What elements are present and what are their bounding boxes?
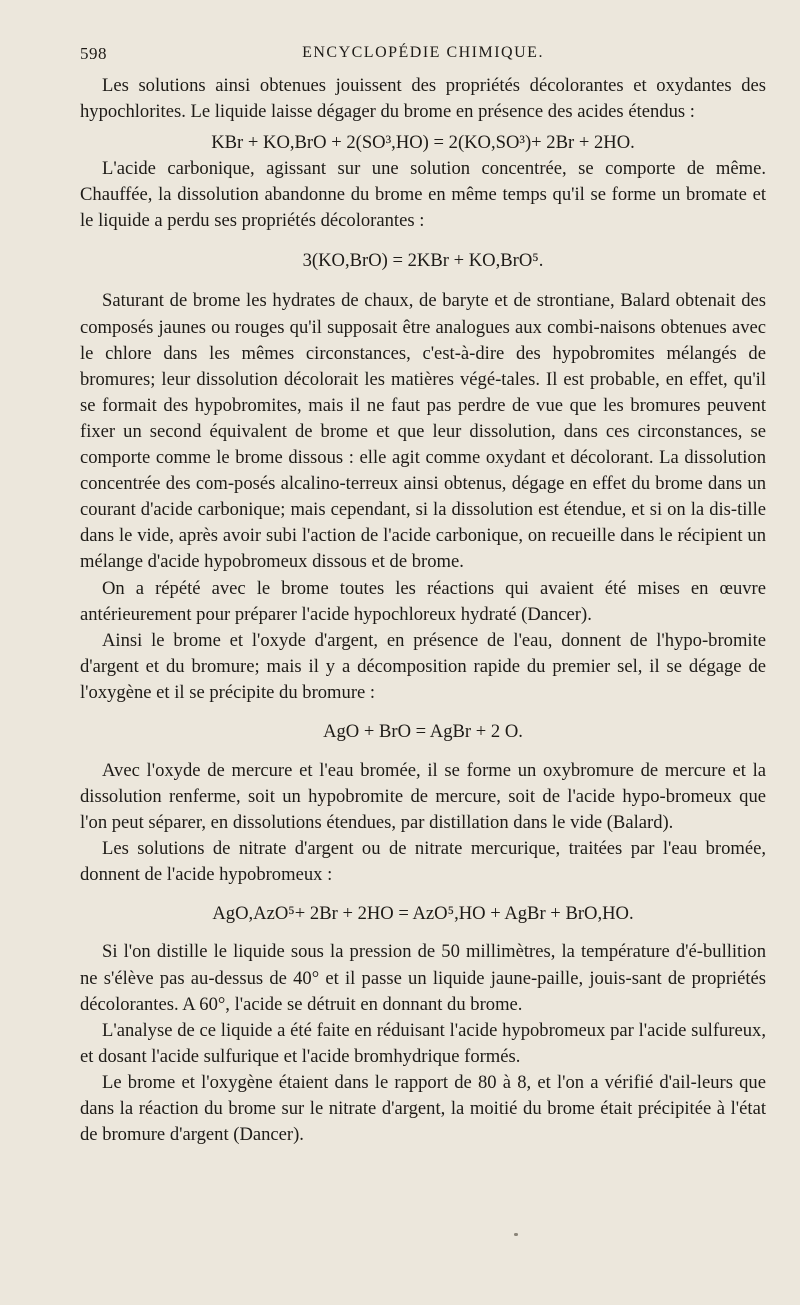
paragraph-silver-oxide: Ainsi le brome et l'oxyde d'argent, en présence de l'eau, donnent de l'hypo-bromite d'argent et du bromure; mais il y a décomposition rapide du premier sel, il se dégage de l'oxygène et il se précipite du bromure : <box>80 629 766 703</box>
running-title: ENCYCLOPÉDIE CHIMIQUE. <box>302 44 544 61</box>
page-header <box>80 44 766 68</box>
paragraph-repeated-reactions: On a répété avec le brome toutes les réactions qui avaient été mises en œuvre antérieurement pour préparer l'acide hypochloreux hydraté (Dancer). <box>80 577 766 625</box>
equation-silver-oxide: AgO + BrO = AgBr + 2 O. <box>323 720 523 742</box>
paragraph-balard-hydrates: Saturant de brome les hydrates de chaux, de baryte et de strontiane, Balard obtenait des composés jaunes ou rouges qu'il supposait être analogues aux combi-naisons obtenues avec le chlore dans les mêmes circonstances, c'est-à-dire des hypobromites mélangés de bromures; leur dissolution décolorait les matières végé-tales. Il est probable, en effet, qu'il se formait des hypobromites, mais il ne faut pas perdre de vue que les bromures peuvent fixer un second équivalent de brome et que leur dissolution, dans ces circonstances, se comporte comme le brome dissous : elle agit comme oxydant et décolorant. La dissolution concentrée des com-posés alcalino-terreux ainsi obtenus, dégage en effet du brome dans un courant d'acide carbonique; mais cependant, si la dissolution est étendue, et si on la dis-tille dans le vide, après avoir subi l'action de l'acide carbonique, on recueille dans le récipient un mélange d'acide hypobromeux dissous et de brome. <box>80 290 766 573</box>
page-number: 598 <box>80 44 107 63</box>
paragraph-analysis: L'analyse de ce liquide a été faite en réduisant l'acide hypobromeux par l'acide sulfureux, et dosant l'acide sulfurique et l'acide bromhydrique formés. <box>80 1019 766 1067</box>
page-body <box>80 73 766 1148</box>
paragraph-carbonic-acid: L'acide carbonique, agissant sur une solution concentrée, se comporte de même. Chauffée, la dissolution abandonne du brome en même temps qu'il se forme un bromate et le liquide a perdu ses propriétés décolorantes : <box>80 158 766 232</box>
paragraph-nitrate-solutions: Les solutions de nitrate d'argent ou de nitrate mercurique, traitées par l'eau bromée, donnent de l'acide hypobromeux : <box>80 838 766 886</box>
paragraph-hypochlorite-properties: Les solutions ainsi obtenues jouissent des propriétés décolorantes et oxydantes des hypochlorites. Le liquide laisse dégager du brome en présence des acides étendus : <box>80 75 766 123</box>
paragraph-ratio: Le brome et l'oxygène étaient dans le rapport de 80 à 8, et l'on a vérifié d'ail-leurs que dans la réaction du brome sur le nitrate d'argent, la moitié du brome était précipitée à l'état de bromure d'argent (Dancer). <box>80 1071 766 1146</box>
ink-speck <box>514 1233 518 1236</box>
equation-silver-nitrate: AgO,AzO⁵+ 2Br + 2HO = AzO⁵,HO + AgBr + BrO,HO. <box>212 903 634 925</box>
paragraph-mercury-oxide: Avec l'oxyde de mercure et l'eau bromée, il se forme un oxybromure de mercure et la dissolution renferme, soit un hypobromite de mercure, soit de l'acide hypo-bromeux que l'on peut séparer, en dissolutions étendues, par distillation dans le vide (Balard). <box>80 759 766 834</box>
equation-bromate-formation: 3(KO,BrO) = 2KBr + KO,BrO⁵. <box>302 250 544 272</box>
equation-kbr-sulfuric: KBr + KO,BrO + 2(SO³,HO) = 2(KO,SO³)+ 2Br + 2HO. <box>211 132 635 154</box>
paragraph-distillation: Si l'on distille le liquide sous la pression de 50 millimètres, la température d'é-bullition ne s'élève pas au-dessus de 40° et il passe un liquide jaune-paille, jouis-sant de propriétés décolorantes. A 60°, l'acide se détruit en donnant du brome. <box>80 941 766 1015</box>
